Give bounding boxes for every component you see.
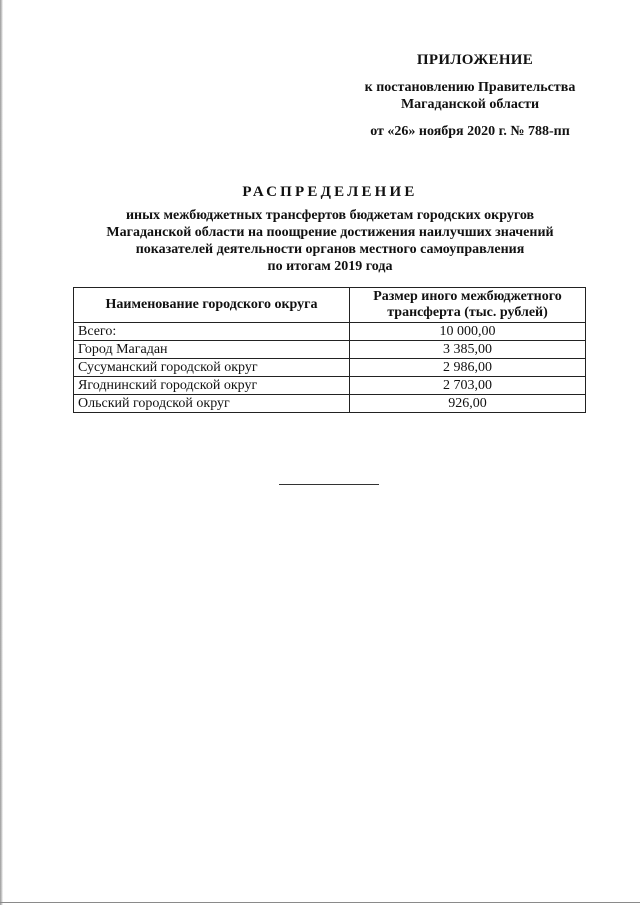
- closing-separator-line: [279, 484, 379, 485]
- distribution-table: [73, 287, 586, 413]
- cell-district: Ольский городской округ: [74, 395, 350, 413]
- cell-amount: 926,00: [350, 395, 586, 413]
- cell-amount: 2 986,00: [350, 359, 586, 377]
- cell-amount: 2 703,00: [350, 377, 586, 395]
- cell-district: Ягоднинский городской округ: [74, 377, 350, 395]
- appendix-block: [330, 52, 610, 140]
- scan-left-edge: [0, 0, 3, 905]
- table-header-row: [74, 288, 586, 323]
- column-header-district: Наименование городского округа: [74, 288, 350, 323]
- heading-title: РАСПРЕДЕЛЕНИЕ: [242, 184, 418, 200]
- heading-line: по итогам 2019 года: [267, 259, 393, 274]
- table-row: [74, 395, 586, 413]
- appendix-region-line: Магаданской области: [400, 97, 540, 112]
- document-heading: [40, 184, 620, 275]
- heading-line: показателей деятельности органов местного самоуправления: [135, 242, 525, 257]
- cell-amount: 10 000,00: [350, 323, 586, 341]
- appendix-decree-line: к постановлению Правительства: [364, 80, 576, 95]
- scan-bottom-edge: [0, 902, 640, 903]
- heading-line: Магаданской области на поощрение достижения наилучших значений: [106, 225, 554, 240]
- appendix-title: ПРИЛОЖЕНИЕ: [416, 52, 534, 68]
- cell-district: Город Магадан: [74, 341, 350, 359]
- cell-district: Сусуманский городской округ: [74, 359, 350, 377]
- column-header-amount: Размер иного межбюджетного трансферта (тыс. рублей): [350, 288, 586, 323]
- table-row: [74, 377, 586, 395]
- table-row: [74, 359, 586, 377]
- table-row-total: [74, 323, 586, 341]
- cell-amount: 3 385,00: [350, 341, 586, 359]
- cell-district: Всего:: [74, 323, 350, 341]
- appendix-date-line: от «26» ноября 2020 г. № 788-пп: [370, 124, 570, 139]
- table-row: [74, 341, 586, 359]
- heading-line: иных межбюджетных трансфертов бюджетам городских округов: [125, 208, 535, 223]
